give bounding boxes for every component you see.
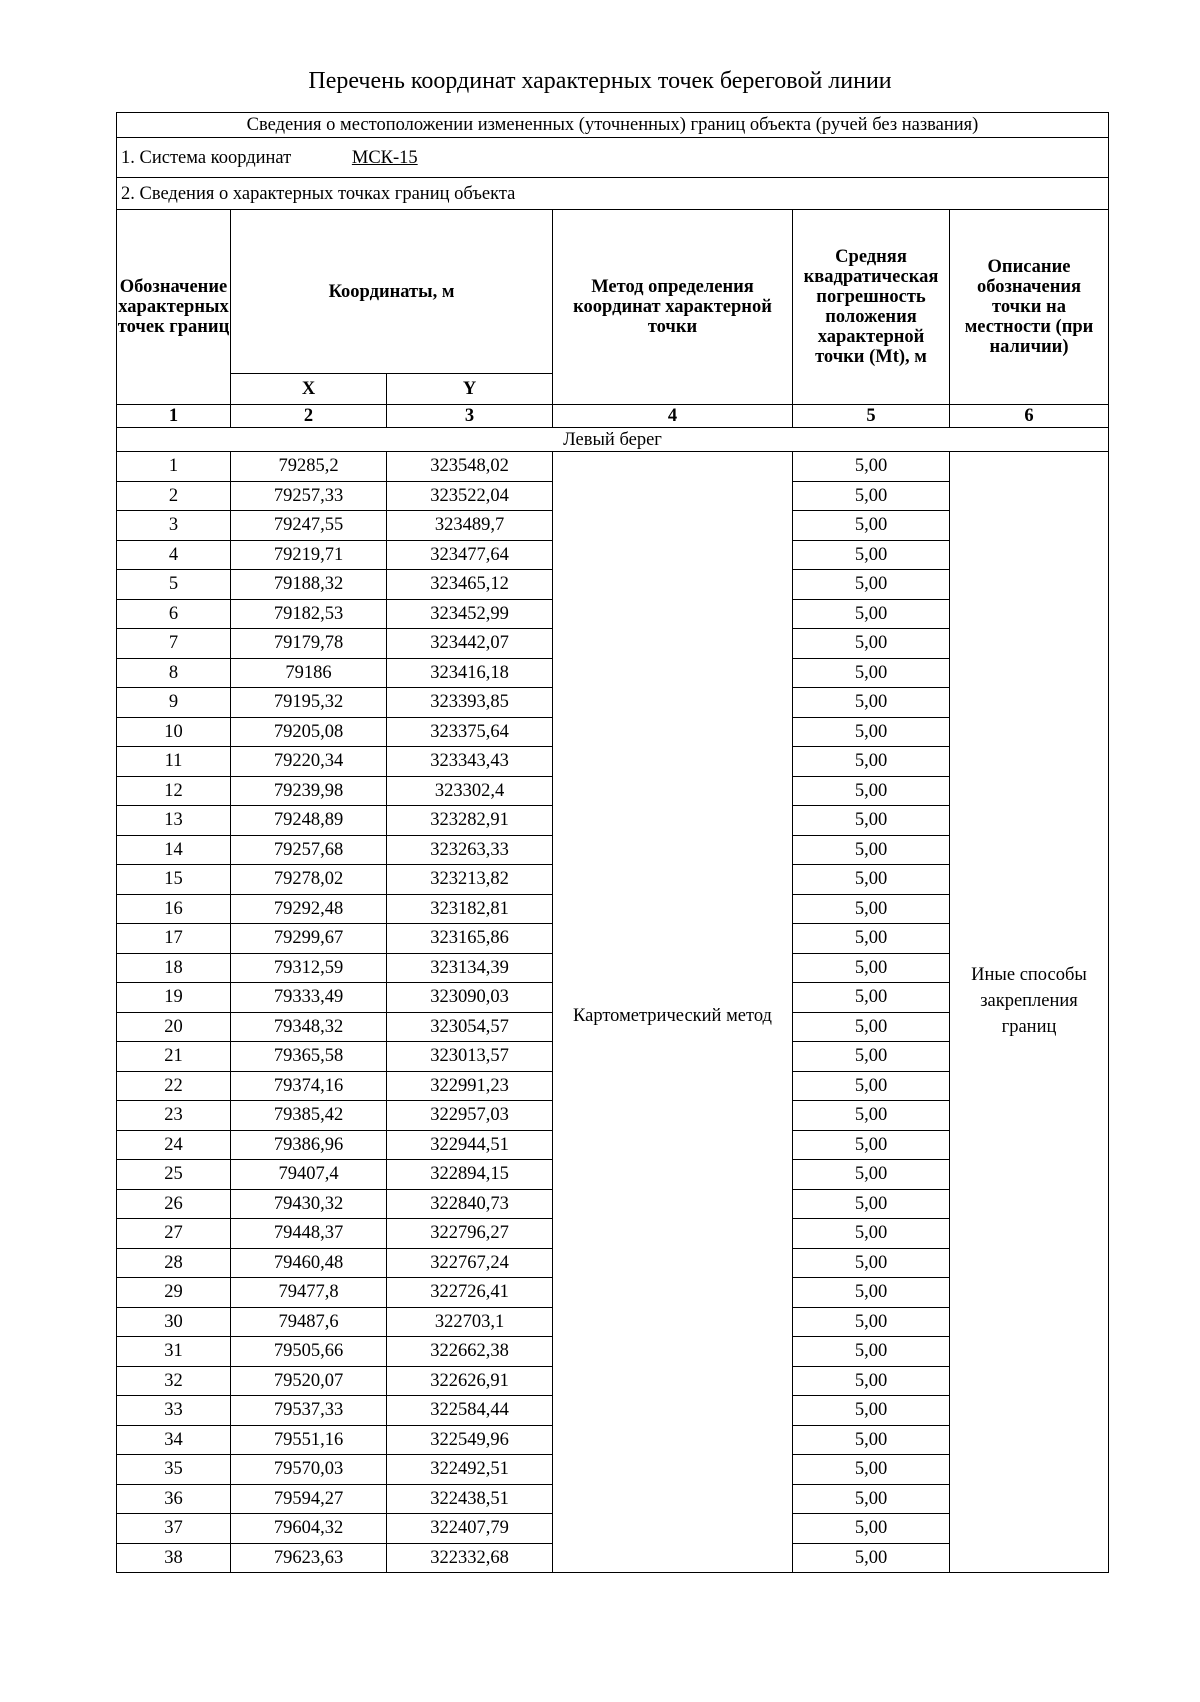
error-value: 5,00 (793, 1543, 950, 1573)
error-value: 5,00 (793, 894, 950, 924)
col-number: 3 (387, 405, 553, 428)
point-number: 27 (117, 1219, 231, 1249)
y-coordinate: 322332,68 (387, 1543, 553, 1573)
y-coordinate: 323548,02 (387, 452, 553, 482)
x-coordinate: 79182,53 (231, 599, 387, 629)
x-coordinate: 79365,58 (231, 1042, 387, 1072)
point-number: 25 (117, 1160, 231, 1190)
col-header-y: Y (387, 374, 553, 405)
section-header: Сведения о местоположении измененных (уточненных) границ объекта (ручей без названия) (117, 113, 1109, 138)
x-coordinate: 79292,48 (231, 894, 387, 924)
error-value: 5,00 (793, 1042, 950, 1072)
y-coordinate: 323393,85 (387, 688, 553, 718)
point-number: 11 (117, 747, 231, 777)
y-coordinate: 323477,64 (387, 540, 553, 570)
error-value: 5,00 (793, 658, 950, 688)
error-value: 5,00 (793, 629, 950, 659)
error-value: 5,00 (793, 865, 950, 895)
x-coordinate: 79186 (231, 658, 387, 688)
coord-system-label: 1. Система координат (121, 147, 292, 168)
point-number: 16 (117, 894, 231, 924)
x-coordinate: 79430,32 (231, 1189, 387, 1219)
point-number: 38 (117, 1543, 231, 1573)
table-row (117, 452, 1109, 482)
error-value: 5,00 (793, 983, 950, 1013)
point-number: 13 (117, 806, 231, 836)
col-header-coordinates: Координаты, м (231, 210, 553, 374)
error-value: 5,00 (793, 1012, 950, 1042)
error-value: 5,00 (793, 835, 950, 865)
x-coordinate: 79374,16 (231, 1071, 387, 1101)
points-header: 2. Сведения о характерных точках границ объекта (117, 178, 1109, 210)
point-number: 28 (117, 1248, 231, 1278)
error-value: 5,00 (793, 1219, 950, 1249)
col-header-error: Средняя квадратическая погрешность положения характерной точки (Mt), м (793, 210, 950, 405)
y-coordinate: 322796,27 (387, 1219, 553, 1249)
col-header-method: Метод определения координат характерной точки (553, 210, 793, 405)
error-value: 5,00 (793, 1514, 950, 1544)
y-coordinate: 323134,39 (387, 953, 553, 983)
x-coordinate: 79285,2 (231, 452, 387, 482)
point-number: 2 (117, 481, 231, 511)
error-value: 5,00 (793, 924, 950, 954)
x-coordinate: 79570,03 (231, 1455, 387, 1485)
point-number: 31 (117, 1337, 231, 1367)
col-number: 6 (950, 405, 1109, 428)
point-number: 17 (117, 924, 231, 954)
x-coordinate: 79247,55 (231, 511, 387, 541)
y-coordinate: 322549,96 (387, 1425, 553, 1455)
error-value: 5,00 (793, 1071, 950, 1101)
point-number: 15 (117, 865, 231, 895)
x-coordinate: 79604,32 (231, 1514, 387, 1544)
y-coordinate: 323442,07 (387, 629, 553, 659)
error-value: 5,00 (793, 1307, 950, 1337)
x-coordinate: 79551,16 (231, 1425, 387, 1455)
x-coordinate: 79179,78 (231, 629, 387, 659)
y-coordinate: 322894,15 (387, 1160, 553, 1190)
error-value: 5,00 (793, 1425, 950, 1455)
description-cell: Иные способы закрепления границ (950, 452, 1109, 1573)
error-value: 5,00 (793, 1189, 950, 1219)
y-coordinate: 323416,18 (387, 658, 553, 688)
y-coordinate: 323165,86 (387, 924, 553, 954)
y-coordinate: 323452,99 (387, 599, 553, 629)
y-coordinate: 322944,51 (387, 1130, 553, 1160)
x-coordinate: 79537,33 (231, 1396, 387, 1426)
y-coordinate: 322767,24 (387, 1248, 553, 1278)
error-value: 5,00 (793, 717, 950, 747)
method-cell: Картометрический метод (553, 452, 793, 1573)
x-coordinate: 79248,89 (231, 806, 387, 836)
document-title: Перечень координат характерных точек береговой линии (308, 68, 892, 94)
error-value: 5,00 (793, 953, 950, 983)
error-value: 5,00 (793, 747, 950, 777)
error-value: 5,00 (793, 1278, 950, 1308)
point-number: 14 (117, 835, 231, 865)
x-coordinate: 79594,27 (231, 1484, 387, 1514)
y-coordinate: 323263,33 (387, 835, 553, 865)
error-value: 5,00 (793, 1101, 950, 1131)
error-value: 5,00 (793, 1248, 950, 1278)
y-coordinate: 322584,44 (387, 1396, 553, 1426)
y-coordinate: 322703,1 (387, 1307, 553, 1337)
y-coordinate: 322957,03 (387, 1101, 553, 1131)
point-number: 1 (117, 452, 231, 482)
point-number: 23 (117, 1101, 231, 1131)
x-coordinate: 79460,48 (231, 1248, 387, 1278)
bank-label: Левый берег (117, 428, 1109, 452)
y-coordinate: 323489,7 (387, 511, 553, 541)
y-coordinate: 323213,82 (387, 865, 553, 895)
x-coordinate: 79312,59 (231, 953, 387, 983)
col-number: 5 (793, 405, 950, 428)
x-coordinate: 79385,42 (231, 1101, 387, 1131)
error-value: 5,00 (793, 540, 950, 570)
y-coordinate: 322438,51 (387, 1484, 553, 1514)
point-number: 37 (117, 1514, 231, 1544)
x-coordinate: 79448,37 (231, 1219, 387, 1249)
x-coordinate: 79188,32 (231, 570, 387, 600)
x-coordinate: 79257,33 (231, 481, 387, 511)
error-value: 5,00 (793, 1484, 950, 1514)
point-number: 18 (117, 953, 231, 983)
point-number: 30 (117, 1307, 231, 1337)
point-number: 29 (117, 1278, 231, 1308)
y-coordinate: 323182,81 (387, 894, 553, 924)
point-number: 19 (117, 983, 231, 1013)
col-number: 2 (231, 405, 387, 428)
point-number: 12 (117, 776, 231, 806)
y-coordinate: 323522,04 (387, 481, 553, 511)
y-coordinate: 322662,38 (387, 1337, 553, 1367)
y-coordinate: 323090,03 (387, 983, 553, 1013)
error-value: 5,00 (793, 1396, 950, 1426)
x-coordinate: 79220,34 (231, 747, 387, 777)
error-value: 5,00 (793, 570, 950, 600)
y-coordinate: 323302,4 (387, 776, 553, 806)
y-coordinate: 322840,73 (387, 1189, 553, 1219)
x-coordinate: 79278,02 (231, 865, 387, 895)
point-number: 7 (117, 629, 231, 659)
error-value: 5,00 (793, 1337, 950, 1367)
point-number: 6 (117, 599, 231, 629)
col-header-designation: Обозначение характерных точек границ (117, 210, 231, 405)
point-number: 22 (117, 1071, 231, 1101)
point-number: 9 (117, 688, 231, 718)
y-coordinate: 323343,43 (387, 747, 553, 777)
y-coordinate: 323465,12 (387, 570, 553, 600)
error-value: 5,00 (793, 1455, 950, 1485)
x-coordinate: 79623,63 (231, 1543, 387, 1573)
col-header-x: X (231, 374, 387, 405)
x-coordinate: 79348,32 (231, 1012, 387, 1042)
y-coordinate: 323375,64 (387, 717, 553, 747)
error-value: 5,00 (793, 806, 950, 836)
y-coordinate: 323054,57 (387, 1012, 553, 1042)
col-header-description: Описание обозначения точки на местности (при наличии) (950, 210, 1109, 405)
x-coordinate: 79487,6 (231, 1307, 387, 1337)
error-value: 5,00 (793, 481, 950, 511)
x-coordinate: 79505,66 (231, 1337, 387, 1367)
x-coordinate: 79299,67 (231, 924, 387, 954)
error-value: 5,00 (793, 1366, 950, 1396)
error-value: 5,00 (793, 776, 950, 806)
x-coordinate: 79520,07 (231, 1366, 387, 1396)
point-number: 35 (117, 1455, 231, 1485)
y-coordinate: 322407,79 (387, 1514, 553, 1544)
coord-system-row (117, 138, 1109, 178)
y-coordinate: 322991,23 (387, 1071, 553, 1101)
point-number: 26 (117, 1189, 231, 1219)
point-number: 5 (117, 570, 231, 600)
error-value: 5,00 (793, 1130, 950, 1160)
x-coordinate: 79386,96 (231, 1130, 387, 1160)
point-number: 36 (117, 1484, 231, 1514)
error-value: 5,00 (793, 1160, 950, 1190)
coord-system-value: МСК-15 (351, 147, 418, 168)
y-coordinate: 323013,57 (387, 1042, 553, 1072)
error-value: 5,00 (793, 688, 950, 718)
point-number: 10 (117, 717, 231, 747)
point-number: 32 (117, 1366, 231, 1396)
y-coordinate: 322626,91 (387, 1366, 553, 1396)
point-number: 34 (117, 1425, 231, 1455)
col-number: 1 (117, 405, 231, 428)
error-value: 5,00 (793, 511, 950, 541)
point-number: 8 (117, 658, 231, 688)
point-number: 4 (117, 540, 231, 570)
error-value: 5,00 (793, 452, 950, 482)
x-coordinate: 79205,08 (231, 717, 387, 747)
y-coordinate: 322492,51 (387, 1455, 553, 1485)
point-number: 24 (117, 1130, 231, 1160)
y-coordinate: 323282,91 (387, 806, 553, 836)
point-number: 3 (117, 511, 231, 541)
coordinates-table (116, 112, 1109, 1573)
x-coordinate: 79239,98 (231, 776, 387, 806)
x-coordinate: 79477,8 (231, 1278, 387, 1308)
y-coordinate: 322726,41 (387, 1278, 553, 1308)
x-coordinate: 79333,49 (231, 983, 387, 1013)
x-coordinate: 79407,4 (231, 1160, 387, 1190)
col-number: 4 (553, 405, 793, 428)
x-coordinate: 79257,68 (231, 835, 387, 865)
point-number: 21 (117, 1042, 231, 1072)
point-number: 20 (117, 1012, 231, 1042)
point-number: 33 (117, 1396, 231, 1426)
x-coordinate: 79219,71 (231, 540, 387, 570)
x-coordinate: 79195,32 (231, 688, 387, 718)
error-value: 5,00 (793, 599, 950, 629)
